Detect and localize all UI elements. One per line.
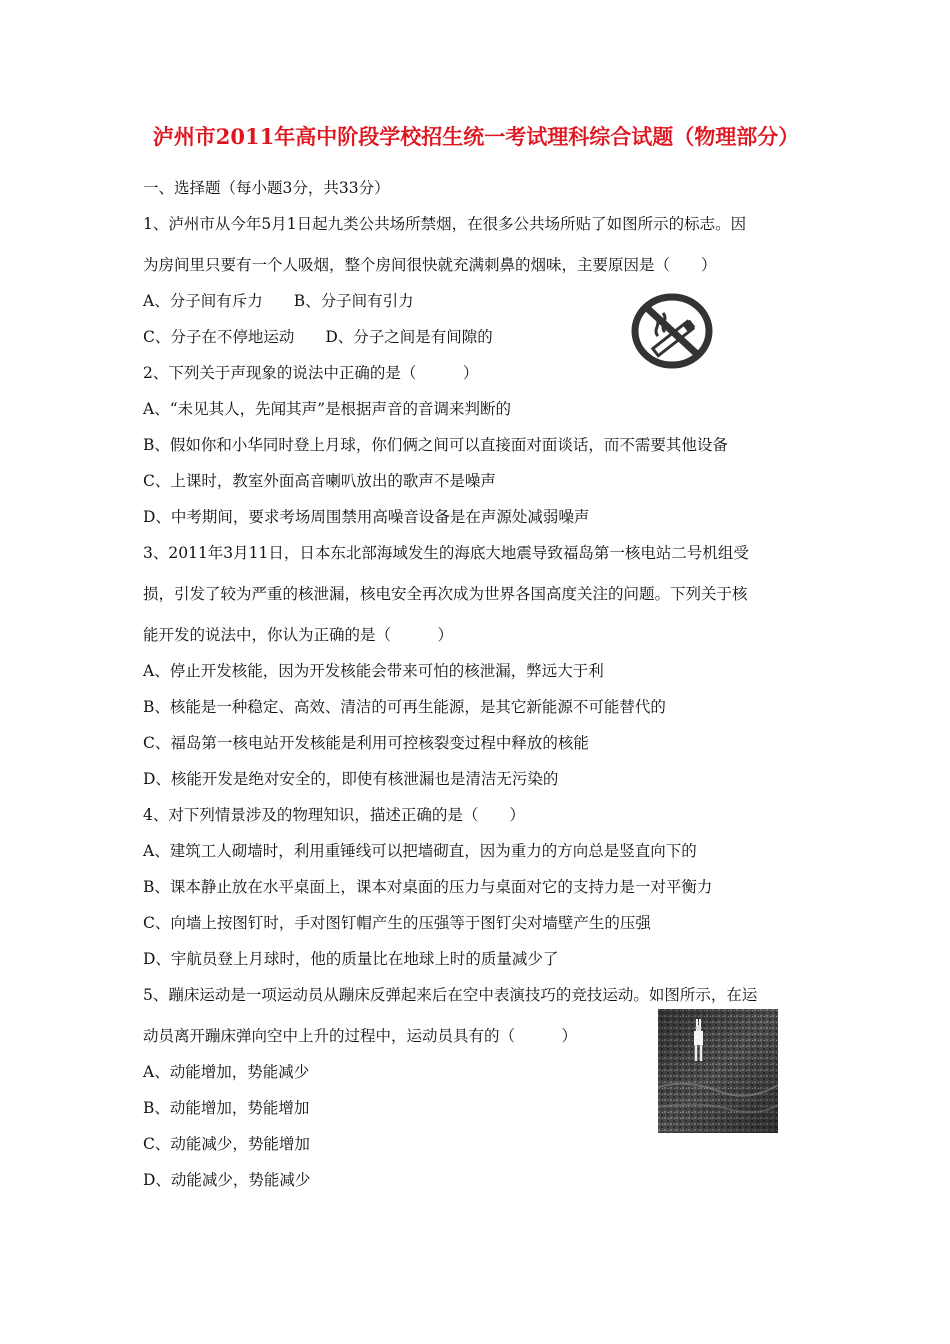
q3-option-a: A、停止开发核能，因为开发核能会带来可怕的核泄漏，弊远大于利 bbox=[143, 662, 604, 680]
q3-option-d: D、核能开发是绝对安全的，即使有核泄漏也是清洁无污染的 bbox=[143, 770, 559, 788]
q4-option-c: C、向墙上按图钉时，手对图钉帽产生的压强等于图钉尖对墙壁产生的压强 bbox=[143, 914, 651, 932]
q1-options-cd: C、分子在不停地运动 D、分子之间是有间隙的 bbox=[143, 328, 493, 346]
q3-option-c: C、福岛第一核电站开发核能是利用可控核裂变过程中释放的核能 bbox=[143, 734, 589, 752]
trampoline-photo bbox=[658, 1009, 778, 1133]
q2-stem: 2、下列关于声现象的说法中正确的是（ ） bbox=[143, 364, 479, 382]
q1-options-ab: A、分子间有斥力 B、分子间有引力 bbox=[143, 292, 414, 310]
q5-option-d: D、动能减少，势能减少 bbox=[143, 1171, 311, 1189]
no-smoking-sign-icon bbox=[628, 292, 716, 370]
q5-stem-line-2: 动员离开蹦床弹向空中上升的过程中，运动员具有的（ ） bbox=[143, 1027, 578, 1045]
q3-stem-line-3: 能开发的说法中，你认为正确的是（ ） bbox=[143, 626, 454, 644]
q5-stem-line-1: 5、蹦床运动是一项运动员从蹦床反弹起来后在空中表演技巧的竞技运动。如图所示，在运 bbox=[143, 986, 758, 1004]
q4-option-d: D、宇航员登上月球时，他的质量比在地球上时的质量减少了 bbox=[143, 950, 559, 968]
q3-stem-line-1: 3、2011年3月11日，日本东北部海域发生的海底大地震导致福岛第一核电站二号机组受 bbox=[143, 544, 749, 562]
q3-option-b: B、核能是一种稳定、高效、清洁的可再生能源，是其它新能源不可能替代的 bbox=[143, 698, 666, 716]
section-heading: 一、选择题（每小题3分，共33分） bbox=[143, 179, 390, 197]
trampoline-athlete-icon bbox=[658, 1009, 778, 1133]
q4-option-b: B、课本静止放在水平桌面上，课本对桌面的压力与桌面对它的支持力是一对平衡力 bbox=[143, 878, 713, 896]
q3-stem-line-2: 损，引发了较为严重的核泄漏，核电安全再次成为世界各国高度关注的问题。下列关于核 bbox=[143, 585, 748, 603]
q5-option-b: B、动能增加，势能增加 bbox=[143, 1099, 310, 1117]
q5-option-a: A、动能增加，势能减少 bbox=[143, 1063, 310, 1081]
q5-option-c: C、动能减少，势能增加 bbox=[143, 1135, 310, 1153]
q1-stem-line-2: 为房间里只要有一个人吸烟，整个房间很快就充满刺鼻的烟味，主要原因是（ ） bbox=[143, 256, 717, 274]
q4-stem: 4、对下列情景涉及的物理知识，描述正确的是（ ） bbox=[143, 806, 525, 824]
q2-option-b: B、假如你和小华同时登上月球，你们俩之间可以直接面对面谈话，而不需要其他设备 bbox=[143, 436, 728, 454]
q2-option-c: C、上课时，教室外面高音喇叭放出的歌声不是噪声 bbox=[143, 472, 496, 490]
q1-stem-line-1: 1、泸州市从今年5月1日起九类公共场所禁烟，在很多公共场所贴了如图所示的标志。因 bbox=[143, 215, 747, 233]
page-title: 泸州市2011年高中阶段学校招生统一考试理科综合试题（物理部分） bbox=[152, 124, 800, 149]
q4-option-a: A、建筑工人砌墙时，利用重锤线可以把墙砌直，因为重力的方向总是竖直向下的 bbox=[143, 842, 697, 860]
q2-option-d: D、中考期间，要求考场周围禁用高噪音设备是在声源处减弱噪声 bbox=[143, 508, 590, 526]
q2-option-a: A、“未见其人，先闻其声”是根据声音的音调来判断的 bbox=[143, 400, 512, 418]
